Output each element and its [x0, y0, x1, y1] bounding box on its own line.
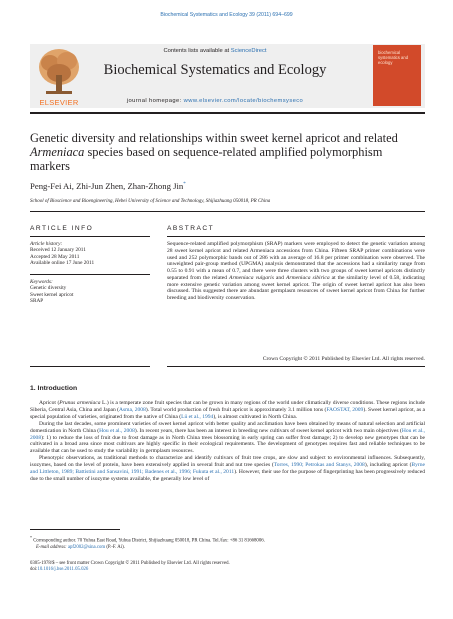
- email-suffix: (P.-F. Ai).: [105, 544, 125, 550]
- keyword-item: Genetic diversity: [30, 285, 67, 292]
- text-run: Apricot (: [39, 400, 60, 406]
- reference-link[interactable]: Torres, 1990; Petrokas and Stanys, 2008: [273, 462, 365, 469]
- text-run: ). However, their use for the purpose of fingerprinting has been progressively reduced due to the small number of isozyme systems available, the generally low level of: [30, 469, 425, 482]
- contents-available-line: [90, 48, 340, 54]
- history-online: Available online 17 June 2011: [30, 260, 95, 267]
- keywords-block: [30, 279, 150, 305]
- elsevier-tree-logo-icon: [32, 45, 86, 105]
- intro-paragraph-3: [30, 455, 425, 483]
- journal-homepage-link[interactable]: www.elsevier.com/locate/biochemsyseco: [183, 98, 304, 104]
- introduction-heading: 1. Introduction: [30, 385, 78, 392]
- abstract-text: [167, 241, 425, 302]
- history-received: Received 12 January 2011: [30, 247, 86, 254]
- homepage-prefix: journal homepage:: [126, 98, 184, 104]
- issn-line: 0305-1978/$ – see front matter Crown Copyright © 2011 Published by Elsevier Ltd. All rights reserved.: [30, 561, 230, 566]
- corresponding-author-footnote: [30, 535, 425, 551]
- abstract-heading: ABSTRACT: [167, 225, 215, 232]
- title-text-1: Genetic diversity and relationships within sweet kernel apricot and related: [30, 131, 398, 145]
- journal-cover-title: biochemical systematics and ecology: [378, 50, 409, 65]
- sciencedirect-link[interactable]: ScienceDirect: [230, 48, 267, 54]
- title-rule: [30, 211, 425, 212]
- author-names: Peng-Fei Ai, Zhi-Jun Zhen, Zhan-Zhong Jin: [30, 181, 184, 191]
- doi-link[interactable]: 10.1016/j.bse.2011.05.026: [37, 567, 89, 572]
- footnote-text: Corresponding author. 70 Yuhua East Road, Yuhua District, Shijiazhuang 050018, PR China. Tel./fax: +86 31 81668006.: [33, 538, 265, 544]
- article-info-heading: ARTICLE INFO: [30, 225, 94, 232]
- title-text-2: species based on sequence-related amplified polymorphism markers: [30, 145, 383, 174]
- reference-link[interactable]: Hou et al., 2008: [99, 427, 135, 434]
- keyword-item: SRAP: [30, 298, 44, 305]
- abstract-part: Sequence-related amplified polymorphism (SRAP) markers were employed to detect the genetic variation among 28 sweet kernel apricot and related Armeniaca accessions from China. Fifteen SRAP primer combinations were used and 252 polymorphic bands out of 286 with an average of 16.8 per primer combination were observed. The unweighted pair-group method (UPGMA) analysis demonstrated that the accessions had a similarity range from 0.55 to 0.91 with a mean of 0.7, and there were three clusters with two groups of sweet kernel apricots distinctly separated from the related: [167, 241, 425, 281]
- author-list: [30, 181, 425, 191]
- text-run: L.) is a temperate zone fruit species that can be grown in many regions of the world under climatically diverse conditions. These regions include Siberia, Central Asia, China and Japan (: [30, 400, 425, 413]
- text-run: ). Total world production of fresh fruit apricot is approximately 3.1 million tons (: [145, 406, 327, 413]
- text-run-italic: Prunus armeniaca: [59, 400, 101, 406]
- abstract-copyright: Crown Copyright © 2011 Published by Elsevier Ltd. All rights reserved.: [262, 356, 425, 362]
- reference-link[interactable]: Lü et al., 1994: [181, 413, 214, 420]
- journal-title: Biochemical Systematics and Ecology: [103, 62, 327, 78]
- article-history: [30, 241, 150, 267]
- journal-citation[interactable]: Biochemical Systematics and Ecology 39 (2011) 694–699: [160, 12, 293, 18]
- text-run: ), is almost cultivated in North China.: [213, 413, 298, 420]
- text-run: Phenotypic observations, as traditional methods to characterize and identify cultivars of fruit tree crops, are slow and subject to environmental influences. Subsequently, isozymes, based on the level of protein, have been extensively applied in several fruit and nut tree species (: [30, 455, 425, 469]
- doi-prefix: doi:: [30, 567, 38, 572]
- email-link[interactable]: apf2002@sina.com: [67, 544, 106, 550]
- footnote-rule: [30, 529, 120, 530]
- text-run: ), including apricot (: [364, 462, 412, 469]
- intro-paragraph-2: [30, 421, 425, 456]
- keyword-item: Sweet kernel apricot: [30, 291, 74, 298]
- abstract-bottom-rule: [167, 366, 425, 367]
- contents-prefix: Contents lists available at: [163, 48, 231, 54]
- introduction-body: [30, 400, 425, 483]
- front-matter-notice: [30, 561, 425, 573]
- header-rule: [30, 112, 425, 114]
- article-info-divider: [30, 274, 150, 275]
- article-info-rule: [30, 236, 150, 237]
- email-label: E-mail address:: [36, 544, 68, 550]
- article-info-bottom-rule: [30, 366, 150, 367]
- abstract-part: at the similarity level of 0.58, indicating more extensive genetic variation among sweet kernel apricot. The origin of sweet kernel apricot has also been discussed. This suggested there are abundant germplasm resources of sweet kernel apricot from China for further breeding and biodiversity conservation.: [167, 274, 425, 301]
- abstract-italic: Armeniaca vulgaris: [229, 274, 274, 281]
- text-run: During the last decades, some prominent varieties of sweet kernel apricot with better quality and acclimation have been obtained by means of natural selection and artificial domestication in North China (: [30, 420, 425, 434]
- history-label: Article history:: [30, 241, 63, 247]
- reference-link[interactable]: Byrne and Littleton, 1989; Battistini and Sansavini, 1991; Badenes et al., 1996; Fukuta et al., 2011: [30, 462, 425, 476]
- abstract-rule: [167, 236, 425, 237]
- reference-link[interactable]: FAOSTAT, 2009: [326, 406, 364, 413]
- text-run: ): 1) to reduce the loss of fruit due to frost damage as in North China trees blossoming in early spring can suffer frost damage; 2) to develop new genotypes that can be cultivated in a broad area since most cultivars are highly specific in their ecological requirements. The development of genotypes requires fast and reliable techniques to be available that can be used to study the variability in germplasm resources.: [30, 434, 425, 455]
- reference-link[interactable]: Hou et al., 2008: [30, 427, 425, 441]
- keywords-label: Keywords:: [30, 279, 53, 285]
- abstract-part: and: [273, 274, 286, 281]
- history-accepted: Accepted 28 May 2011: [30, 253, 80, 260]
- corresponding-author-mark[interactable]: *: [183, 182, 186, 188]
- footnote-mark: *: [30, 535, 32, 540]
- journal-homepage-line: [90, 98, 340, 104]
- title-italic: Armeniaca: [30, 145, 85, 160]
- elsevier-wordmark: ELSEVIER: [39, 98, 79, 107]
- intro-paragraph-1: [30, 400, 425, 421]
- article-title: [30, 131, 425, 174]
- author-affiliation: School of Bioscience and Bioengineering, Hebei University of Science and Technology, Shijiazhuang 050018, PR China: [30, 199, 271, 204]
- text-run: ). In recent years, there has been an interest in breeding new cultivars of sweet kernel apricot with two main objectives (: [134, 427, 402, 434]
- reference-link[interactable]: Asma, 2008: [119, 406, 146, 413]
- abstract-italic: Armeniaca sibirica: [285, 274, 330, 281]
- text-run: ). Sweet kernel apricot, as a special population of varieties, originated from the native of China (: [30, 406, 426, 420]
